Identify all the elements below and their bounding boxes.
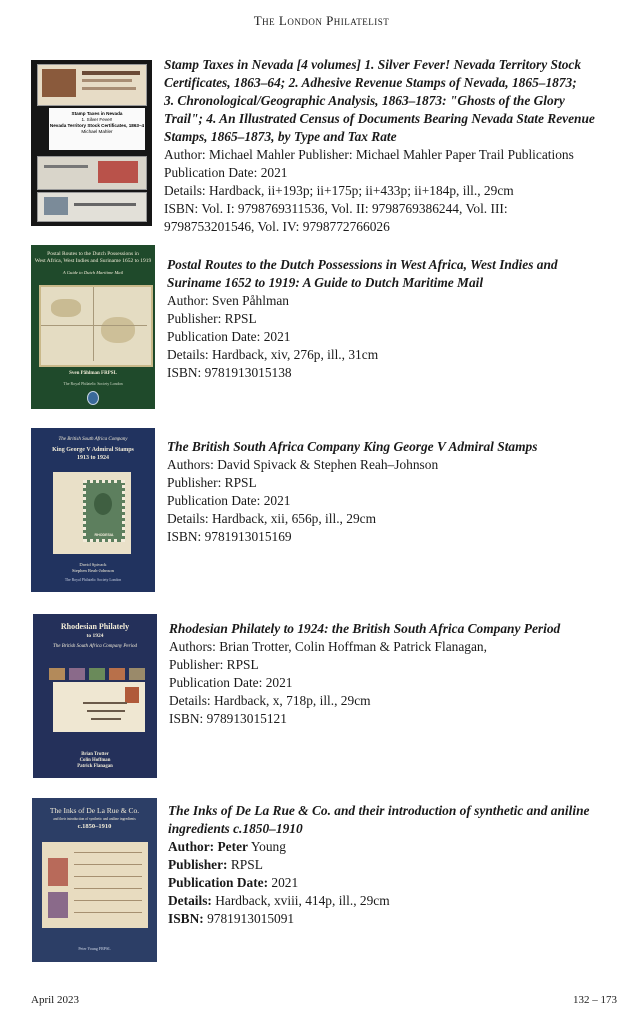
cover-author: Colin Hoffman [79, 758, 111, 763]
cover-title-line: Stamp Taxes in Nevada [71, 111, 123, 116]
admiral-stamp-image [83, 480, 125, 542]
isbn-line: ISBN: Vol. I: 9798769311536, Vol. II: 9798769386244, Vol. III: [164, 201, 508, 216]
book-title [167, 438, 617, 456]
book-cover-image [33, 614, 157, 778]
ledger-page-image [42, 842, 148, 928]
book-title-line: Stamps, 1865–1873, by Type and Tax Rate [164, 129, 397, 144]
cover-authors [33, 752, 157, 770]
author-line: Author: Sven Påhlman [167, 293, 289, 308]
authors-line: Authors: Brian Trotter, Colin Hoffman & Patrick Flanagan, [169, 639, 487, 654]
publisher-line: Publisher: RPSL [167, 475, 257, 490]
isbn-line: ISBN: 9781913015138 [167, 365, 292, 380]
publisher-label: Publisher: [168, 857, 228, 872]
book-cover-image [32, 798, 157, 962]
cover-publisher: The Royal Philatelic Society London [63, 381, 123, 386]
details-label: Details: [168, 893, 212, 908]
book-description [169, 620, 619, 728]
publisher-value: RPSL [227, 857, 263, 872]
publication-date-line: Publication Date: 2021 [167, 329, 291, 344]
author-label: Author: [168, 839, 218, 854]
isbn-label: ISBN: [168, 911, 204, 926]
stamp-essay-image [53, 472, 131, 554]
stamp-inscription: RHODESIA [94, 533, 114, 537]
author-value: Young [247, 839, 286, 854]
map-image [39, 285, 153, 367]
authors-line: Authors: David Spivack & Stephen Reah–Johnson [167, 457, 439, 472]
book-cover-image [31, 428, 155, 592]
author-line [168, 838, 618, 856]
stock-certificate-image [37, 192, 147, 222]
cover-title-line: and their introduction of synthetic and aniline ingredients [53, 817, 136, 821]
cover-author: David Spivack [79, 562, 107, 567]
cover-envelope-image [53, 682, 145, 732]
cover-author: Stephen Reah-Johnson [72, 568, 114, 573]
details-line: Details: Hardback, xiv, 276p, ill., 31cm [167, 347, 379, 362]
isbn-value: 9781913015091 [203, 911, 295, 926]
publisher-line [168, 856, 618, 874]
isbn-line: 9798753201546, Vol. IV: 9798772766026 [164, 219, 390, 234]
book-title-line: Trail"; 4. An Illustrated Census of Documents Bearing Nevada State Revenue [164, 111, 595, 126]
cover-title-line: King George V Admiral Stamps [52, 447, 134, 453]
details-line: Details: Hardback, xii, 656p, ill., 29cm [167, 511, 376, 526]
cover-title-line: The Inks of De La Rue & Co. [49, 806, 140, 815]
cover-author: Sven Påhlman FRPSL [69, 371, 117, 376]
footer-date: April 2023 [31, 994, 79, 1006]
book-title [167, 256, 617, 292]
cover-subtitle: The British South Africa Company Period [53, 644, 137, 649]
author-publisher-line: Author: Michael Mahler Publisher: Michael Mahler Paper Trail Publications [164, 147, 574, 162]
publication-date-line: Publication Date: 2021 [164, 165, 288, 180]
footer-page-number: 132 – 173 [573, 994, 617, 1006]
cover-title-line: Rhodesian Philately [60, 622, 130, 631]
isbn-line: ISBN: 978913015121 [169, 711, 287, 726]
publication-date-line [168, 874, 618, 892]
cover-author: Michael Mahler [81, 129, 113, 134]
book-title-line: 3. Chronological/Geographic Analysis, 1863–1873: "Ghosts of the Glory [164, 93, 565, 108]
book-title-line: The Inks of De La Rue & Co. and their introduction of synthetic and aniline [168, 803, 590, 818]
cover-authors [31, 562, 155, 574]
book-title-line: Certificates, 1863–64; 2. Adhesive Revenue Stamps of Nevada, 1865–1873; [164, 75, 577, 90]
book-title [164, 56, 617, 146]
stock-certificate-image [37, 156, 147, 190]
publication-date-label: Publication Date: [168, 875, 269, 890]
publisher-line: Publisher: RPSL [167, 311, 257, 326]
book-description [164, 56, 617, 236]
isbn-line [168, 910, 618, 928]
cover-title-card [49, 108, 145, 150]
publication-date-line: Publication Date: 2021 [167, 493, 291, 508]
book-title-line: The British South Africa Company King George V Admiral Stamps [167, 439, 538, 454]
details-line [168, 892, 618, 910]
book-description [167, 256, 617, 382]
publication-date-line: Publication Date: 2021 [169, 675, 293, 690]
details-line: Details: Hardback, ii+193p; ii+175p; ii+433p; ii+184p, ill., 29cm [164, 183, 514, 198]
cover-title [33, 622, 157, 651]
cover-title [31, 251, 155, 276]
book-title [169, 620, 619, 638]
cover-title-line: West Africa, West Indies and Suriname 1652 to 1919 [34, 258, 152, 264]
cover-title-line: Postal Routes to the Dutch Possessions in [47, 251, 139, 257]
cover-title-line: 1. Silver Fever! [81, 117, 113, 122]
cover-title [31, 436, 155, 462]
book-description [167, 438, 617, 546]
cover-title-line: The British South Africa Company [58, 437, 128, 442]
book-cover-image [31, 245, 155, 409]
book-title-line: Rhodesian Philately to 1924: the British South Africa Company Period [169, 621, 561, 636]
cover-author: Brian Trotter [81, 752, 109, 757]
details-value: Hardback, xviii, 414p, ill., 29cm [211, 893, 390, 908]
cover-title [32, 806, 157, 830]
publication-date-value: 2021 [268, 875, 299, 890]
society-logo-icon [87, 391, 99, 405]
book-title [168, 802, 618, 838]
book-title-line: Postal Routes to the Dutch Possessions in West Africa, West Indies and [167, 257, 558, 272]
cover-publisher: The Royal Philatelic Society London [64, 578, 122, 582]
isbn-line: ISBN: 9781913015169 [167, 529, 292, 544]
running-head: The London Philatelist [253, 13, 390, 28]
stock-certificate-image [37, 64, 147, 106]
publisher-line: Publisher: RPSL [169, 657, 259, 672]
cover-subtitle: A Guide to Dutch Maritime Mail [62, 270, 124, 275]
cover-title-line: to 1924 [86, 633, 104, 639]
book-description [168, 802, 618, 928]
cover-title-line: c.1850–1910 [77, 823, 112, 830]
author-first-name: Peter [217, 839, 248, 854]
book-title-line: Suriname 1652 to 1919: A Guide to Dutch Maritime Mail [167, 275, 484, 290]
book-cover-image [31, 60, 152, 226]
cover-title-line: Nevada Territory Stock Certificates, 1863–4 [49, 123, 145, 128]
book-title-line: ingredients c.1850–1910 [168, 821, 303, 836]
book-title-line: Stamp Taxes in Nevada [4 volumes] 1. Silver Fever! Nevada Territory Stock [164, 57, 582, 72]
cover-title-line: 1913 to 1924 [77, 455, 109, 461]
cover-author: Peter Young FRPSL [78, 946, 111, 951]
stamp-row-image [49, 668, 145, 680]
details-line: Details: Hardback, x, 718p, ill., 29cm [169, 693, 371, 708]
cover-author: Patrick Flanagan [77, 764, 113, 769]
